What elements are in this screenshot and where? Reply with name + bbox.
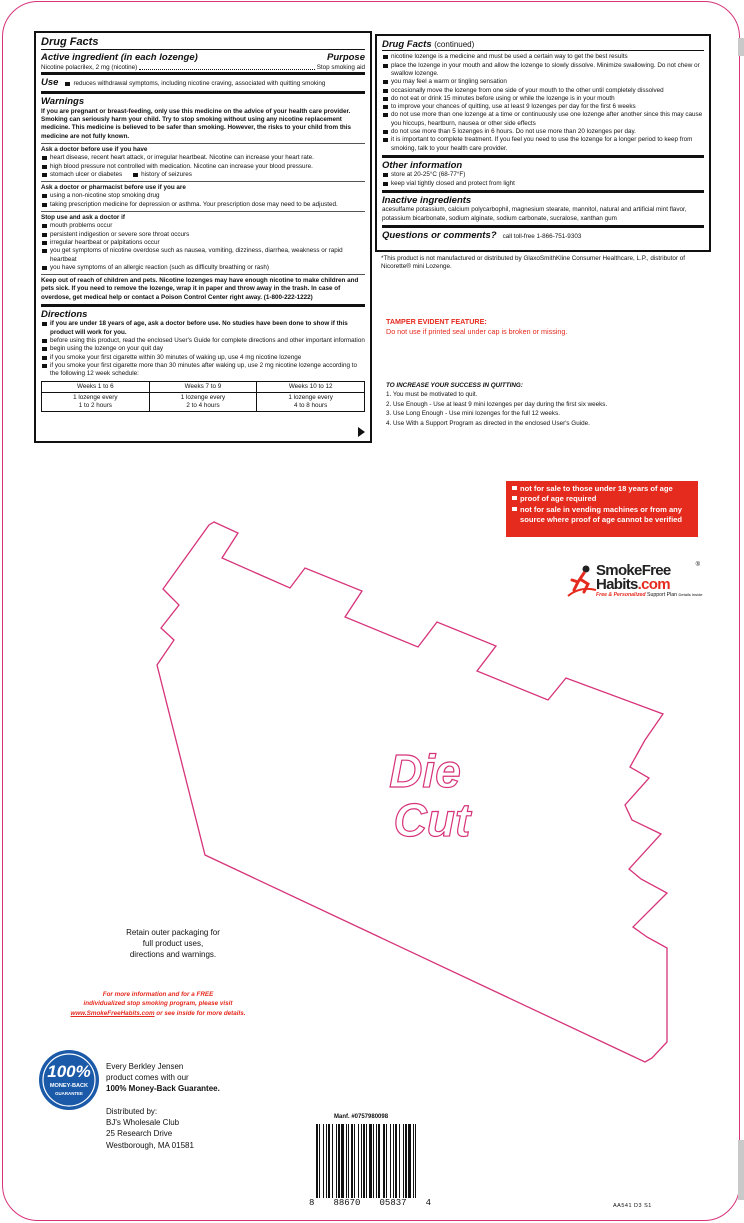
- list-item: begin using the lozenge on your quit day: [41, 345, 365, 353]
- list-item: not for sale in vending machines or from any source where proof of age cannot be verified: [511, 505, 693, 526]
- distributor-info: Distributed by: BJ's Wholesale Club 25 Research Drive Westborough, MA 01581: [106, 1107, 194, 1150]
- list-item: 3. Use Long Enough - Use mini lozenges for the full 12 weeks.: [386, 410, 560, 418]
- other-info-header: Other information: [382, 159, 463, 171]
- website-link[interactable]: www.SmokeFreeHabits.com: [70, 1009, 155, 1017]
- list-item: occasionally move the lozenge from one side of your mouth to the other until completely dissolved: [382, 87, 704, 95]
- schedule-header: Weeks 7 to 9: [149, 381, 257, 392]
- directions-header: Directions: [41, 309, 88, 321]
- retain-packaging-note: Retain outer packaging for full product uses, directions and warnings.: [126, 928, 220, 960]
- active-ingredient-header: Active ingredient (in each lozenge): [41, 52, 198, 64]
- use-header: Use: [41, 76, 59, 88]
- list-item: heart disease, recent heart attack, or irregular heartbeat. Nicotine can increase your heart rate.: [41, 154, 365, 162]
- lot-code: AA541 D3 S1: [613, 1203, 652, 1209]
- barcode-digits: 8 88670 05837 4: [309, 1198, 431, 1208]
- schedule-cell: 1 lozenge every 1 to 2 hours: [42, 392, 150, 412]
- ask-doctor-header: Ask a doctor before use if you have: [41, 145, 148, 153]
- more-info-promo: For more information and for a FREE individualized stop smoking program, please visit www.SmokeFreeHabits.com or see inside for more details.: [70, 991, 246, 1017]
- list-item: to improve your chances of quitting, use at least 9 lozenges per day for the first 6 weeks: [382, 103, 704, 111]
- list-item: do not use more than one lozenge at a time or continuously use one lozenge after another since this may cause you hiccups, heartburn, nausea or other side effects: [382, 111, 704, 128]
- list-item: store at 20-25°C (68-77°F): [382, 171, 704, 179]
- disclaimer: *This product is not manufactured or distributed by GlaxoSmithKline Consumer Healthcare, L.P., distributor of Nicorette® mini Lozenge.: [381, 255, 686, 271]
- warnings-header: Warnings: [41, 96, 85, 108]
- drug-facts-title: Drug Facts: [41, 36, 99, 48]
- stop-use-header: Stop use and ask a doctor if: [41, 214, 125, 222]
- schedule-header: Weeks 1 to 6: [42, 381, 150, 392]
- inactive-ingredients: acesulfame potassium, calcium polycarbophil, magnesium stearate, mannitol, natural and artificial mint flavor, potassium bicarbonate, sodium alginate, sodium carbonate, sucralose, xanthan gum: [382, 206, 687, 222]
- registered-mark: ®: [695, 562, 700, 568]
- tamper-title: TAMPER EVIDENT FEATURE:: [386, 317, 487, 326]
- list-item: you get symptoms of nicotine overdose such as nausea, vomiting, dizziness, diarrhea, weakness or rapid heartbeat: [41, 247, 365, 264]
- list-item: persistent indigestion or severe sore throat occurs: [41, 231, 365, 239]
- list-item: you may feel a warm or tingling sensation: [382, 78, 704, 86]
- brand-name: SmokeFree Habits.com: [596, 562, 671, 593]
- list-item: keep vial tightly closed and protect from light: [382, 180, 704, 188]
- brand-tagline: Free & Personalized Support Plan Details Inside: [596, 592, 703, 598]
- ask-pharmacist-header: Ask a doctor or pharmacist before use if you are: [41, 184, 186, 192]
- list-item: not for sale to those under 18 years of age: [511, 484, 693, 494]
- manufacturer-code: Manf. #0757980098: [334, 1114, 389, 1120]
- list-item: do not use more than 5 lozenges in 6 hours. Do not use more than 20 lozenges per day.: [382, 128, 704, 136]
- list-item: 2. Use Enough - Use at least 9 mini lozenges per day during the first six weeks.: [386, 400, 608, 408]
- use-text: reduces withdrawal symptoms, including nicotine craving, associated with quitting smoking: [64, 80, 325, 88]
- active-ingredient: Nicotine polacrilex, 2 mg (nicotine): [41, 63, 138, 71]
- questions-header: Questions or comments?: [382, 229, 497, 241]
- purpose-header: Purpose: [326, 52, 365, 64]
- purpose: Stop smoking aid: [316, 63, 365, 71]
- list-item: irregular heartbeat or palpitations occur: [41, 239, 365, 247]
- list-item: it is important to complete treatment. If you feel you need to use the lozenge for a longer period to keep from smoking, talk to your health care provider.: [382, 136, 704, 153]
- list-item: 1. You must be motivated to quit.: [386, 391, 478, 399]
- keep-out-of-reach: Keep out of reach of children and pets. Nicotine lozenges may have enough nicotine to make children and pets sick. If you need to remove the lozenge, wrap it in paper and throw away in the trash. In case of overdose, get medical help or contact a Poison Control Center right away. (1-800-222-1222): [41, 277, 359, 301]
- drug-facts-title: Drug Facts: [382, 39, 432, 50]
- money-back-badge: 100% MONEY-BACK GUARANTEE: [38, 1049, 100, 1111]
- list-item: 4. Use With a Support Program as directed in the enclosed User's Guide.: [386, 419, 590, 427]
- list-item: high blood pressure not controlled with medication. Nicotine can increase your blood pressure.: [41, 163, 365, 171]
- inactive-ingredients-header: Inactive ingredients: [382, 194, 472, 206]
- schedule-cell: 1 lozenge every 4 to 8 hours: [257, 392, 365, 412]
- list-item: do not eat or drink 15 minutes before using or while the lozenge is in your mouth: [382, 95, 704, 103]
- list-item: using a non-nicotine stop smoking drug: [41, 192, 365, 200]
- list-item: you have symptoms of an allergic reaction (such as difficulty breathing or rash): [41, 264, 365, 272]
- list-item: if you are under 18 years of age, ask a doctor before use. No studies have been done to show if this product will work for you.: [41, 320, 365, 337]
- list-item: taking prescription medicine for depression or asthma. Your prescription dose may need to be adjusted.: [41, 201, 365, 209]
- list-item: mouth problems occur: [41, 222, 365, 230]
- success-title: TO INCREASE YOUR SUCCESS IN QUITTING:: [386, 382, 523, 389]
- list-item: history of seizures: [132, 171, 192, 179]
- guarantee-text: Every Berkley Jensen product comes with our 100% Money-Back Guarantee.: [106, 1062, 220, 1094]
- list-item: place the lozenge in your mouth and allow the lozenge to slowly dissolve. Minimize swallowing. Do not chew or swallow lozenge.: [382, 62, 704, 79]
- die-cut-label: Cut: [393, 794, 471, 846]
- questions-phone: call toll-free 1-866-751-9303: [502, 232, 582, 240]
- continued-label: (continued): [434, 40, 475, 49]
- warnings-intro: If you are pregnant or breast-feeding, only use this medicine on the advice of your health care provider. Smoking can seriously harm your child. Try to stop smoking without using any nicotine replacement medicine. This medicine is believed to be safer than smoking. However, the risks to your child from this medicine are not fully known.: [41, 107, 352, 140]
- upc-barcode: [316, 1124, 418, 1198]
- list-item: nicotine lozenge is a medicine and must be used a certain way to get the best results: [382, 53, 704, 61]
- list-item: stomach ulcer or diabetes: [41, 171, 122, 179]
- list-item: if you smoke your first cigarette more than 30 minutes after waking up, use 2 mg nicotine lozenge according to the following 12 week schedule:: [41, 362, 365, 379]
- list-item: if you smoke your first cigarette within 30 minutes of waking up, use 4 mg nicotine lozenge: [41, 354, 365, 362]
- tamper-text: Do not use if printed seal under cap is broken or missing.: [386, 327, 568, 337]
- list-item: before using this product, read the enclosed User's Guide for complete directions and other important information: [41, 337, 365, 345]
- schedule-cell: 1 lozenge every 2 to 4 hours: [149, 392, 257, 412]
- die-cut-label: Die: [389, 745, 461, 797]
- list-item: proof of age required: [511, 494, 693, 504]
- schedule-header: Weeks 10 to 12: [257, 381, 365, 392]
